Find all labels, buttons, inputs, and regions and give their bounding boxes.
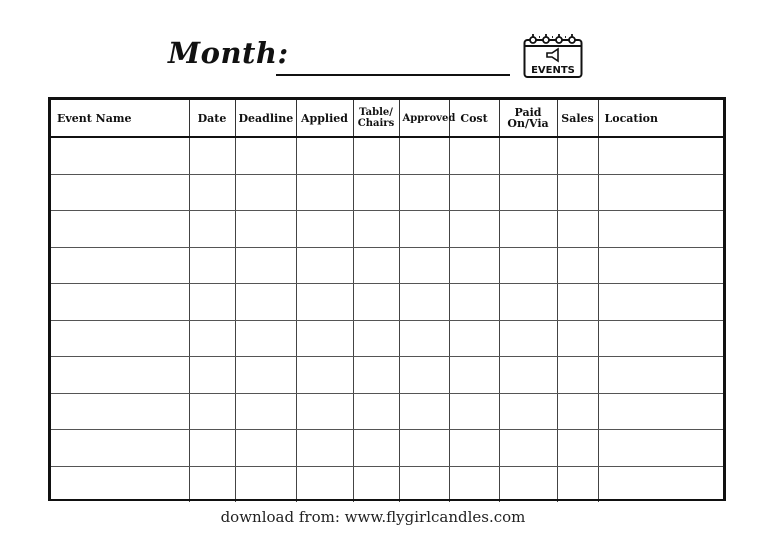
table-cell[interactable]	[557, 137, 598, 174]
table-header-row	[51, 100, 723, 137]
table-cell[interactable]	[449, 430, 499, 467]
table-cell[interactable]	[51, 430, 189, 467]
table-cell[interactable]	[235, 247, 296, 284]
table-row	[51, 320, 723, 357]
table-bottom-rule	[48, 499, 726, 501]
table-cell[interactable]	[296, 320, 353, 357]
table-cell[interactable]	[399, 137, 449, 174]
table-cell[interactable]	[557, 284, 598, 321]
table-cell[interactable]	[235, 320, 296, 357]
table-cell[interactable]	[449, 137, 499, 174]
table-cell[interactable]	[353, 466, 399, 502]
table-cell[interactable]	[399, 357, 449, 394]
table-cell[interactable]	[296, 430, 353, 467]
events-calendar-icon	[523, 33, 583, 79]
table-cell[interactable]	[353, 174, 399, 211]
events-table	[48, 97, 726, 501]
column-header-date: Date	[189, 100, 235, 137]
table-cell[interactable]	[399, 393, 449, 430]
table-cell[interactable]	[557, 174, 598, 211]
table-cell[interactable]	[189, 174, 235, 211]
table-cell[interactable]	[399, 320, 449, 357]
table-cell[interactable]	[449, 174, 499, 211]
column-header-deadline: Deadline	[235, 100, 296, 137]
column-header-table-chairs: Table/ Chairs	[353, 100, 399, 137]
table-cell[interactable]	[296, 357, 353, 394]
table-cell[interactable]	[51, 211, 189, 248]
table-cell[interactable]	[51, 393, 189, 430]
events-icon-label: EVENTS	[531, 65, 575, 76]
table-cell[interactable]	[296, 466, 353, 502]
table-cell[interactable]	[499, 211, 557, 248]
table-cell[interactable]	[399, 466, 449, 502]
column-header-approved: Approved	[399, 100, 449, 137]
table-cell[interactable]	[296, 211, 353, 248]
table-cell[interactable]	[449, 211, 499, 248]
table-cell[interactable]	[557, 247, 598, 284]
table-cell[interactable]	[51, 247, 189, 284]
table-cell[interactable]	[189, 137, 235, 174]
table-cell[interactable]	[189, 357, 235, 394]
table-cell[interactable]	[399, 430, 449, 467]
table-cell[interactable]	[598, 174, 723, 211]
table-row	[51, 357, 723, 394]
column-header-applied: Applied	[296, 100, 353, 137]
table-cell[interactable]	[189, 211, 235, 248]
table-cell[interactable]	[449, 357, 499, 394]
page-title: Month:	[168, 36, 289, 70]
column-header-cost: Cost	[449, 100, 499, 137]
table-cell[interactable]	[296, 393, 353, 430]
table-cell[interactable]	[51, 357, 189, 394]
table-cell[interactable]	[598, 247, 723, 284]
table-cell[interactable]	[235, 357, 296, 394]
table-cell[interactable]	[235, 284, 296, 321]
footer-text: download from: www.flygirlcandles.com	[220, 508, 526, 526]
column-header-event-name: Event Name	[51, 100, 189, 137]
table-row	[51, 247, 723, 284]
table-cell[interactable]	[51, 466, 189, 502]
table-cell[interactable]	[557, 320, 598, 357]
table-cell[interactable]	[353, 393, 399, 430]
table-cell[interactable]	[353, 284, 399, 321]
table-cell[interactable]	[499, 174, 557, 211]
table-cell[interactable]	[499, 357, 557, 394]
table-row	[51, 137, 723, 174]
table-cell[interactable]	[296, 174, 353, 211]
table-cell[interactable]	[51, 174, 189, 211]
table-cell[interactable]	[449, 247, 499, 284]
table-cell[interactable]	[449, 320, 499, 357]
table-cell[interactable]	[399, 211, 449, 248]
month-blank-line	[276, 74, 510, 76]
table-row	[51, 466, 723, 502]
column-header-sales: Sales	[557, 100, 598, 137]
table-cell[interactable]	[449, 393, 499, 430]
table-cell[interactable]	[557, 393, 598, 430]
table-cell[interactable]	[51, 137, 189, 174]
table-cell[interactable]	[499, 247, 557, 284]
table-cell[interactable]	[598, 137, 723, 174]
table-cell[interactable]	[51, 284, 189, 321]
column-header-paid-on-via: Paid On/Via	[499, 100, 557, 137]
table-cell[interactable]	[557, 466, 598, 502]
table-cell[interactable]	[235, 137, 296, 174]
table-cell[interactable]	[235, 211, 296, 248]
table-cell[interactable]	[296, 137, 353, 174]
table-cell[interactable]	[353, 137, 399, 174]
table-cell[interactable]	[598, 466, 723, 502]
table-row	[51, 174, 723, 211]
table-cell[interactable]	[189, 320, 235, 357]
table-cell[interactable]	[51, 320, 189, 357]
table-row	[51, 284, 723, 321]
table-cell[interactable]	[189, 393, 235, 430]
table-cell[interactable]	[353, 320, 399, 357]
table-cell[interactable]	[353, 357, 399, 394]
table-cell[interactable]	[598, 393, 723, 430]
footer-credit	[0, 508, 776, 526]
table-cell[interactable]	[296, 284, 353, 321]
table-cell[interactable]	[449, 466, 499, 502]
table-cell[interactable]	[353, 430, 399, 467]
table-cell[interactable]	[449, 284, 499, 321]
table-cell[interactable]	[598, 320, 723, 357]
table-cell[interactable]	[499, 137, 557, 174]
table-cell[interactable]	[189, 430, 235, 467]
table-cell[interactable]	[235, 466, 296, 502]
table-cell[interactable]	[499, 320, 557, 357]
table-cell[interactable]	[235, 393, 296, 430]
table-cell[interactable]	[235, 174, 296, 211]
table-cell[interactable]	[353, 247, 399, 284]
table-cell[interactable]	[557, 357, 598, 394]
table-row	[51, 430, 723, 467]
table-cell[interactable]	[598, 284, 723, 321]
table-cell[interactable]	[598, 211, 723, 248]
column-header-location: Location	[598, 100, 723, 137]
table-cell[interactable]	[598, 357, 723, 394]
table-cell[interactable]	[189, 247, 235, 284]
table-cell[interactable]	[499, 284, 557, 321]
table-cell[interactable]	[499, 393, 557, 430]
table-cell[interactable]	[235, 430, 296, 467]
table-cell[interactable]	[399, 174, 449, 211]
table-cell[interactable]	[499, 466, 557, 502]
table-cell[interactable]	[353, 211, 399, 248]
table-cell[interactable]	[189, 466, 235, 502]
table-cell[interactable]	[399, 247, 449, 284]
table-row	[51, 211, 723, 248]
table-cell[interactable]	[557, 430, 598, 467]
table-cell[interactable]	[189, 284, 235, 321]
table-cell[interactable]	[499, 430, 557, 467]
table-cell[interactable]	[296, 247, 353, 284]
table-cell[interactable]	[598, 430, 723, 467]
table-cell[interactable]	[557, 211, 598, 248]
table-row	[51, 393, 723, 430]
table-cell[interactable]	[399, 284, 449, 321]
